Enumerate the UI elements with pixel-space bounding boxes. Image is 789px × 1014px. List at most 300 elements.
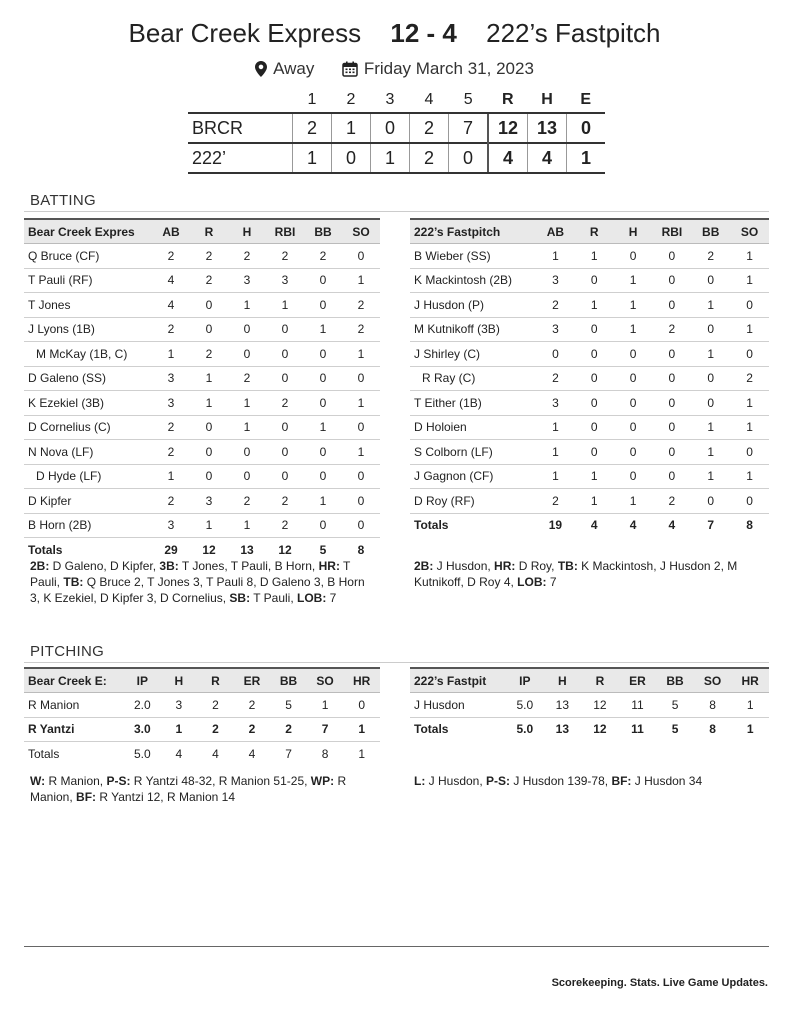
pitching-table-away	[410, 667, 769, 741]
stat-cell: 0	[575, 391, 614, 416]
batting-row	[24, 366, 380, 391]
stat-cell: 0	[342, 513, 380, 538]
player-name: S Colborn (LF)	[410, 440, 536, 465]
note-label: WP:	[310, 774, 335, 788]
team-column-header: Bear Creek Expres	[24, 219, 152, 244]
stat-cell: 2	[190, 244, 228, 269]
hits-header: H	[541, 91, 553, 108]
total-cell: 8	[321, 746, 329, 761]
inning-score: 7	[449, 113, 489, 143]
stat-cell: 0	[342, 366, 380, 391]
stat-cell: 1	[228, 391, 266, 416]
stat-column-header: RBI	[652, 219, 691, 244]
stat-cell: 3	[266, 268, 304, 293]
stat-cell: 2	[190, 342, 228, 367]
stat-column-header: SO	[730, 219, 769, 244]
total-hits: 13	[528, 113, 567, 143]
total-errors: 1	[567, 143, 606, 173]
player-name: R Manion	[24, 693, 124, 718]
inning-score: 0	[449, 143, 489, 173]
stat-cell: 1	[730, 391, 769, 416]
stat-cell: 1	[730, 268, 769, 293]
player-name: B Horn (2B)	[24, 513, 152, 538]
stat-column-header: SO	[307, 668, 344, 693]
total-cell: 4	[212, 746, 219, 761]
stat-column-header: IP	[124, 668, 161, 693]
inning-score: 2	[410, 143, 449, 173]
note-text: T Jones, T Pauli, B Horn,	[178, 559, 319, 573]
batting-notes-away	[414, 558, 764, 590]
player-name: J Lyons (1B)	[24, 317, 152, 342]
stat-cell: 1	[691, 293, 730, 318]
note-label: HR:	[494, 559, 516, 573]
stat-cell: 0	[691, 317, 730, 342]
inning-header: 1	[307, 91, 317, 108]
batting-row	[410, 440, 769, 465]
batting-notes-home	[30, 558, 375, 606]
stat-cell: 1	[190, 513, 228, 538]
stat-cell: 0	[691, 489, 730, 514]
batting-row	[410, 415, 769, 440]
batting-row	[410, 244, 769, 269]
batting-row	[24, 440, 380, 465]
stat-cell: 4	[152, 293, 190, 318]
total-cell: 19	[548, 518, 563, 533]
total-cell: 8	[746, 518, 753, 533]
stat-cell: 3	[152, 366, 190, 391]
player-name: J Husdon (P)	[410, 293, 536, 318]
inning-header: 2	[346, 91, 356, 108]
player-name: R Ray (C)	[410, 366, 536, 391]
stat-cell: 0	[652, 391, 691, 416]
stat-cell: 0	[190, 317, 228, 342]
line-score-header	[188, 88, 605, 113]
totals-row	[410, 717, 769, 741]
stat-cell: 0	[652, 342, 691, 367]
total-cell: 1	[746, 722, 754, 737]
stat-cell: 0	[652, 293, 691, 318]
total-errors: 0	[567, 113, 606, 143]
runs-header: R	[501, 91, 514, 108]
batting-row	[24, 489, 380, 514]
line-score-team: 222’	[188, 143, 293, 173]
pitching-row	[24, 693, 380, 718]
totals-label: Totals	[28, 542, 63, 557]
note-text: Q Bruce 2, T Jones 3, T Pauli 8, D Galeno 3, B Horn 3, K Ezekiel, D Kipfer 3, D Cornelius,	[30, 575, 365, 605]
stat-cell: 3	[190, 489, 228, 514]
stat-cell: 2	[234, 693, 271, 718]
stat-cell: 0	[304, 342, 342, 367]
stat-cell: 2.0	[124, 693, 161, 718]
player-name: D Hyde (LF)	[24, 464, 152, 489]
note-text: J Husdon,	[425, 774, 487, 788]
stat-cell: 3	[536, 268, 575, 293]
stat-cell: 1	[575, 244, 614, 269]
note-label: W:	[30, 774, 46, 788]
note-label: BF:	[611, 774, 632, 788]
batting-row	[410, 342, 769, 367]
stat-cell: 2	[652, 317, 691, 342]
stat-cell: 0	[190, 293, 228, 318]
inning-score: 2	[293, 113, 332, 143]
batting-row	[24, 293, 380, 318]
stat-column-header: ER	[234, 668, 271, 693]
game-date: Friday March 31, 2023	[363, 59, 534, 78]
stat-cell: 1	[228, 513, 266, 538]
stat-cell: 1	[691, 440, 730, 465]
total-cell: 8	[357, 542, 365, 557]
stat-cell: 2	[730, 366, 769, 391]
team-column-header: Bear Creek E:	[24, 668, 124, 693]
note-label: LOB:	[297, 591, 327, 605]
note-label: TB:	[63, 575, 84, 589]
stat-cell: 1	[536, 440, 575, 465]
stat-cell: 5.0	[506, 693, 544, 718]
inning-score: 0	[371, 113, 410, 143]
batting-row	[410, 317, 769, 342]
stat-cell: 0	[575, 440, 614, 465]
stat-cell: 2	[152, 244, 190, 269]
total-cell: 4	[175, 746, 183, 761]
stat-cell: 2	[536, 366, 575, 391]
stat-cell: 2	[152, 489, 190, 514]
stat-cell: 0	[342, 415, 380, 440]
total-runs: 4	[488, 143, 528, 173]
stat-cell: 3	[161, 693, 198, 718]
batting-table-away	[410, 218, 769, 537]
totals-label: Totals	[414, 722, 449, 737]
stat-cell: 1	[342, 391, 380, 416]
inning-header: 3	[385, 91, 395, 108]
stat-column-header: R	[575, 219, 614, 244]
stat-cell: 1	[228, 293, 266, 318]
total-cell: 11	[631, 722, 644, 737]
line-score-row-away	[188, 143, 605, 173]
batting-row	[24, 244, 380, 269]
player-name: M McKay (1B, C)	[24, 342, 152, 367]
away-team-name: 222’s Fastpitch	[486, 18, 661, 48]
player-name: D Galeno (SS)	[24, 366, 152, 391]
stat-column-header: R	[197, 668, 234, 693]
note-text: R Yantzi 48-32, R Manion 51-25,	[130, 774, 311, 788]
stat-cell: 5	[656, 693, 694, 718]
stat-cell: 5	[270, 693, 307, 718]
batting-row	[24, 342, 380, 367]
stat-cell: 3	[152, 391, 190, 416]
stat-column-header: AB	[536, 219, 575, 244]
player-name: T Either (1B)	[410, 391, 536, 416]
note-label: LOB:	[517, 575, 547, 589]
stat-cell: 1	[614, 317, 653, 342]
note-text: R Yantzi 12, R Manion 14	[96, 790, 235, 804]
stat-cell: 0	[266, 464, 304, 489]
stat-cell: 1	[731, 693, 769, 718]
stat-cell: 0	[730, 489, 769, 514]
stat-cell: 0	[304, 513, 342, 538]
stat-cell: 0	[304, 440, 342, 465]
stat-cell: 0	[730, 342, 769, 367]
line-score-team: BRCR	[188, 113, 293, 143]
note-text: R Manion,	[45, 774, 107, 788]
errors-header: E	[580, 91, 592, 108]
stat-cell: 1	[691, 415, 730, 440]
note-text: 7	[326, 591, 337, 605]
batting-section-title: BATTING	[30, 192, 96, 209]
stat-cell: 0	[266, 415, 304, 440]
stat-cell: 0	[266, 366, 304, 391]
total-cell: 7	[285, 746, 292, 761]
stat-cell: 2	[197, 693, 234, 718]
inning-header: 4	[424, 91, 434, 108]
stat-column-header: SO	[342, 219, 380, 244]
player-name: D Holoien	[410, 415, 536, 440]
total-cell: 4	[248, 746, 256, 761]
pitching-section-title: PITCHING	[30, 643, 105, 660]
note-label: TB:	[557, 559, 578, 573]
stat-cell: 0	[614, 415, 653, 440]
stat-cell: 1	[342, 440, 380, 465]
player-name: D Roy (RF)	[410, 489, 536, 514]
stat-cell: 2	[190, 268, 228, 293]
stat-cell: 0	[652, 415, 691, 440]
stat-column-header: H	[544, 668, 582, 693]
stat-cell: 1	[342, 342, 380, 367]
stat-cell: 1	[190, 391, 228, 416]
stat-cell: 0	[614, 342, 653, 367]
stat-cell: 0	[342, 489, 380, 514]
stat-cell: 2	[536, 489, 575, 514]
total-cell: 4	[629, 518, 637, 533]
inning-score: 1	[293, 143, 332, 173]
player-name: T Pauli (RF)	[24, 268, 152, 293]
pitching-notes-away	[414, 773, 764, 789]
stat-column-header: R	[190, 219, 228, 244]
stat-cell: 1	[614, 293, 653, 318]
stat-cell: 1	[304, 317, 342, 342]
batting-row	[24, 268, 380, 293]
inning-score: 2	[410, 113, 449, 143]
stat-cell: 1	[730, 244, 769, 269]
note-label: SB:	[229, 591, 251, 605]
total-cell: 5	[319, 542, 327, 557]
stat-cell: 1	[575, 293, 614, 318]
stat-column-header: SO	[694, 668, 732, 693]
stat-cell: 2	[691, 244, 730, 269]
team-column-header: 222’s Fastpit	[410, 668, 506, 693]
batting-row	[24, 317, 380, 342]
stat-cell: 2	[266, 513, 304, 538]
stat-cell: 3	[536, 391, 575, 416]
stat-cell: 1	[730, 317, 769, 342]
player-name: J Shirley (C)	[410, 342, 536, 367]
total-cell: 4	[668, 518, 676, 533]
home-team-name: Bear Creek Express	[128, 18, 362, 48]
stat-cell: 2	[266, 489, 304, 514]
stat-cell: 0	[304, 391, 342, 416]
stat-cell: 0	[228, 464, 266, 489]
stat-cell: 0	[228, 317, 266, 342]
player-name: T Jones	[24, 293, 152, 318]
inning-score: 1	[371, 143, 410, 173]
batting-row	[24, 464, 380, 489]
note-text: 7	[546, 575, 557, 589]
player-name: M Kutnikoff (3B)	[410, 317, 536, 342]
totals-label: Totals	[28, 746, 60, 761]
note-label: P-S:	[486, 774, 511, 788]
stat-cell: 1	[152, 342, 190, 367]
stat-cell: 1	[614, 489, 653, 514]
pitching-table-home	[24, 667, 380, 766]
stat-cell: 3.0	[124, 717, 161, 742]
batting-row	[410, 268, 769, 293]
stat-cell: 1	[691, 464, 730, 489]
stat-column-header: H	[614, 219, 653, 244]
location-pin-icon	[255, 61, 267, 77]
stat-cell: 1	[691, 342, 730, 367]
stat-cell: 0	[342, 244, 380, 269]
batting-row	[410, 489, 769, 514]
note-text: J Husdon 139-78,	[510, 774, 612, 788]
player-name: K Mackintosh (2B)	[410, 268, 536, 293]
stat-cell: 1	[152, 464, 190, 489]
stat-cell: 3	[228, 268, 266, 293]
stat-cell: 0	[575, 415, 614, 440]
total-cell: 12	[278, 542, 292, 557]
stat-cell: 1	[342, 268, 380, 293]
total-cell: 13	[240, 542, 254, 557]
stat-column-header: BB	[270, 668, 307, 693]
stat-cell: 2	[197, 717, 234, 742]
total-hits: 4	[528, 143, 567, 173]
stat-cell: 1	[161, 717, 198, 742]
stat-cell: 0	[575, 342, 614, 367]
stat-cell: 0	[575, 317, 614, 342]
total-runs: 12	[488, 113, 528, 143]
stat-cell: 0	[266, 440, 304, 465]
pitching-row	[410, 693, 769, 718]
stat-cell: 1	[228, 415, 266, 440]
stat-cell: 2	[304, 244, 342, 269]
stat-cell: 0	[304, 366, 342, 391]
totals-label: Totals	[414, 518, 449, 533]
stat-cell: 2	[652, 489, 691, 514]
stat-cell: 0	[343, 693, 380, 718]
stat-cell: 1	[730, 464, 769, 489]
stat-cell: 1	[266, 293, 304, 318]
stat-cell: 2	[234, 717, 271, 742]
stat-column-header: IP	[506, 668, 544, 693]
total-cell: 1	[358, 746, 366, 761]
game-title	[0, 18, 789, 49]
player-name: K Ezekiel (3B)	[24, 391, 152, 416]
location-label: Away	[273, 59, 315, 78]
stat-cell: 0	[266, 317, 304, 342]
total-cell: 7	[707, 518, 715, 533]
total-cell: 12	[202, 542, 216, 557]
stat-cell: 0	[342, 464, 380, 489]
inning-header: 5	[463, 91, 473, 108]
stat-cell: 0	[691, 391, 730, 416]
note-text: D Galeno, D Kipfer,	[49, 559, 160, 573]
stat-cell: 0	[304, 464, 342, 489]
batting-row	[410, 293, 769, 318]
stat-cell: 8	[694, 693, 732, 718]
total-cell: 5.0	[516, 722, 534, 737]
game-header	[0, 18, 789, 79]
stat-column-header: RBI	[266, 219, 304, 244]
stat-cell: 1	[536, 464, 575, 489]
player-name: R Yantzi	[24, 717, 124, 742]
stat-cell: 0	[614, 244, 653, 269]
stat-cell: 0	[190, 464, 228, 489]
batting-table-home	[24, 218, 380, 562]
note-text: T Pauli,	[30, 559, 351, 589]
note-text: K Mackintosh, J Husdon 2, M Kutnikoff, D Roy 4,	[414, 559, 738, 589]
player-name: D Cornelius (C)	[24, 415, 152, 440]
stat-cell: 1	[304, 489, 342, 514]
final-score: 12 - 4	[390, 18, 457, 48]
inning-score: 0	[332, 143, 371, 173]
note-label: BF:	[76, 790, 97, 804]
stat-column-header: BB	[691, 219, 730, 244]
stat-column-header: HR	[731, 668, 769, 693]
stat-cell: 1	[536, 244, 575, 269]
stat-cell: 1	[343, 717, 380, 742]
stat-cell: 11	[619, 693, 657, 718]
stat-cell: 3	[536, 317, 575, 342]
stat-cell: 1	[575, 464, 614, 489]
batting-row	[410, 391, 769, 416]
stat-cell: 13	[544, 693, 582, 718]
total-cell: 8	[709, 722, 716, 737]
stat-cell: 0	[730, 293, 769, 318]
stat-cell: 0	[304, 293, 342, 318]
stat-column-header: ER	[619, 668, 657, 693]
stat-cell: 2	[228, 489, 266, 514]
totals-row	[410, 513, 769, 537]
team-column-header: 222’s Fastpitch	[410, 219, 536, 244]
line-score-table	[188, 88, 605, 174]
stat-cell: 0	[228, 440, 266, 465]
stat-cell: 3	[152, 513, 190, 538]
footer-tagline: Scorekeeping. Stats. Live Game Updates.	[551, 977, 768, 989]
player-name: J Husdon	[410, 693, 506, 718]
total-cell: 29	[164, 542, 178, 557]
stat-cell: 0	[652, 268, 691, 293]
stat-cell: 1	[614, 268, 653, 293]
stat-cell: 0	[266, 342, 304, 367]
stat-cell: 2	[342, 293, 380, 318]
stat-column-header: BB	[304, 219, 342, 244]
stat-cell: 0	[575, 366, 614, 391]
section-divider	[24, 211, 769, 212]
stat-cell: 2	[536, 293, 575, 318]
stat-cell: 0	[730, 440, 769, 465]
stat-cell: 0	[614, 464, 653, 489]
batting-row	[24, 513, 380, 538]
stat-cell: 0	[652, 464, 691, 489]
batting-row	[410, 464, 769, 489]
stat-cell: 0	[614, 366, 653, 391]
stat-column-header: BB	[656, 668, 694, 693]
stat-cell: 7	[307, 717, 344, 742]
stat-cell: 0	[691, 366, 730, 391]
stat-cell: 0	[652, 440, 691, 465]
section-divider	[24, 662, 769, 663]
note-text: J Husdon,	[433, 559, 495, 573]
note-text: J Husdon 34	[631, 774, 703, 788]
note-label: 2B:	[30, 559, 50, 573]
